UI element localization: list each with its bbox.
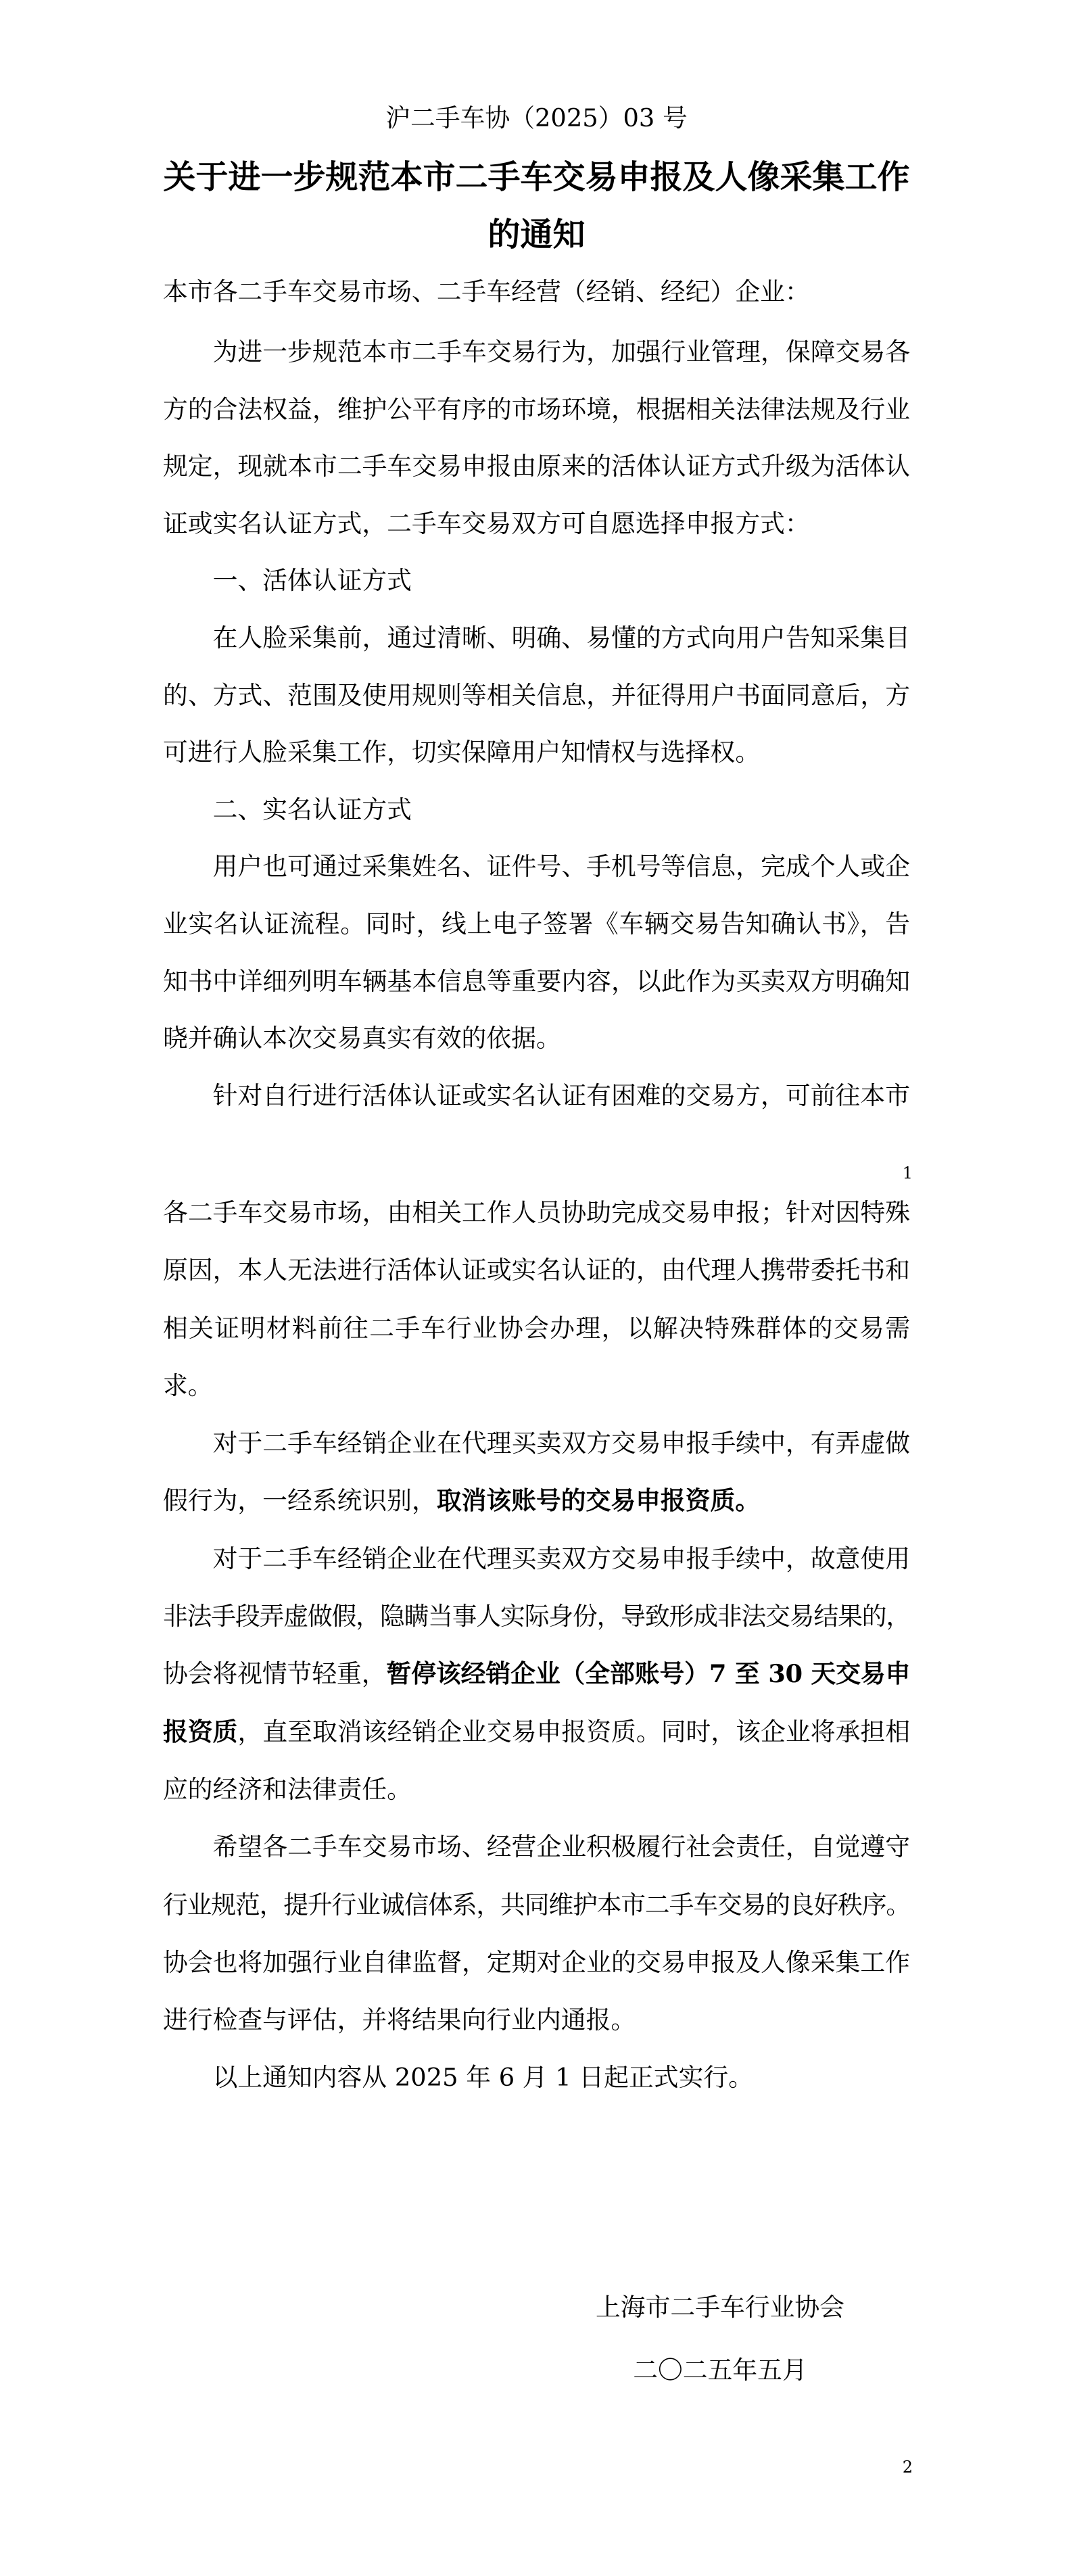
effective-date-notice: 以上通知内容从 2025 年 6 月 1 日起正式实行。: [212, 2063, 753, 2093]
assistance-line: 原因，本人无法进行活体认证或实名认证的，由代理人携带委托书和: [163, 1256, 910, 1285]
penalty-major-line: [163, 1703, 910, 1761]
penalty-major-line: 对于二手车经销企业在代理买卖双方交易申报手续中，故意使用: [212, 1544, 910, 1573]
penalty-minor-line: [163, 1472, 910, 1529]
intro-line: 为进一步规范本市二手车交易行为，加强行业管理，保障交易各: [212, 337, 910, 366]
signature-organization: 上海市二手车行业协会: [596, 2293, 844, 2322]
assistance-line: 求。: [163, 1370, 213, 1400]
section-2-line: 晓并确认本次交易真实有效的依据。: [163, 1024, 561, 1053]
document-number: 沪二手车协（2025）03 号: [385, 103, 688, 133]
page-number: 2: [902, 2458, 913, 2477]
page-1-body: [163, 324, 910, 1124]
intro-line: 规定，现就本市二手车交易申报由原来的活体认证方式升级为活体认: [163, 452, 910, 481]
section-2-line: 用户也可通过采集姓名、证件号、手机号等信息，完成个人或企: [212, 852, 910, 882]
section-1-line: 在人脸采集前，通过清晰、明确、易懂的方式向用户告知采集目: [212, 623, 910, 652]
title-line-1: 关于进一步规范本市二手车交易申报及人像采集工作: [163, 158, 910, 196]
intro-line: 方的合法权益，维护公平有序的市场环境，根据相关法律法规及行业: [163, 394, 910, 424]
section-2-line: 业实名认证流程。同时，线上电子签署《车辆交易告知确认书》，告: [163, 909, 910, 938]
document-title: [135, 149, 938, 264]
closing-line: 协会也将加强行业自律监督，定期对企业的交易申报及人像采集工作: [163, 1947, 910, 1977]
section-1-heading: 一、活体认证方式: [212, 566, 412, 596]
closing-line: 希望各二手车交易市场、经营企业积极履行社会责任，自觉遵守: [212, 1832, 910, 1862]
page-number: 1: [902, 1164, 913, 1183]
section-1-line: 可进行人脸采集工作，切实保障用户知情权与选择权。: [163, 738, 761, 767]
penalty-major-line: 应的经济和法律责任。: [163, 1774, 412, 1804]
salutation: 本市各二手车交易市场、二手车经营（经销、经纪）企业：: [163, 277, 810, 306]
section-2-heading: 二、实名认证方式: [212, 794, 412, 824]
assistance-line: 针对自行进行活体认证或实名认证有困难的交易方，可前往本市: [212, 1080, 910, 1110]
penalty-major-line: [163, 1645, 910, 1702]
penalty-minor-line: 对于二手车经销企业在代理买卖双方交易申报手续中，有弄虚做: [212, 1429, 910, 1458]
penalty-minor-emphasis: 取消该账号的交易申报资质。: [436, 1485, 761, 1516]
closing-line: 行业规范，提升行业诚信体系，共同维护本市二手车交易的良好秩序。: [163, 1890, 910, 1919]
intro-line: 证或实名认证方式，二手车交易双方可自愿选择申报方式：: [163, 508, 810, 538]
assistance-line: 相关证明材料前往二手车行业协会办理，以解决特殊群体的交易需: [163, 1313, 910, 1343]
assistance-line: 各二手车交易市场，由相关工作人员协助完成交易申报；针对因特殊: [163, 1198, 910, 1227]
penalty-major-emphasis: 暂停该经销企业（全部账号）7 至 30 天交易申: [386, 1659, 910, 1689]
penalty-major-text: ，直至取消该经销企业交易申报资质。同时，该企业将承担相: [237, 1717, 911, 1746]
page-2-body: [163, 1184, 910, 2107]
section-2-line: 知书中详细列明车辆基本信息等重要内容，以此作为买卖双方明确知: [163, 966, 910, 996]
section-1-line: 的、方式、范围及使用规则等相关信息，并征得用户书面同意后，方: [163, 680, 910, 710]
penalty-major-line: 非法手段弄虚做假，隐瞒当事人实际身份，导致形成非法交易结果的，: [163, 1602, 910, 1631]
penalty-major-text: 协会将视情节轻重，: [163, 1659, 387, 1689]
signature-date: 二〇二五年五月: [633, 2356, 807, 2385]
penalty-minor-text: 假行为，一经系统识别，: [163, 1486, 437, 1516]
title-line-2: 的通知: [487, 216, 586, 254]
closing-line: 进行检查与评估，并将结果向行业内通报。: [163, 2005, 636, 2035]
penalty-major-emphasis: 报资质: [163, 1716, 238, 1746]
